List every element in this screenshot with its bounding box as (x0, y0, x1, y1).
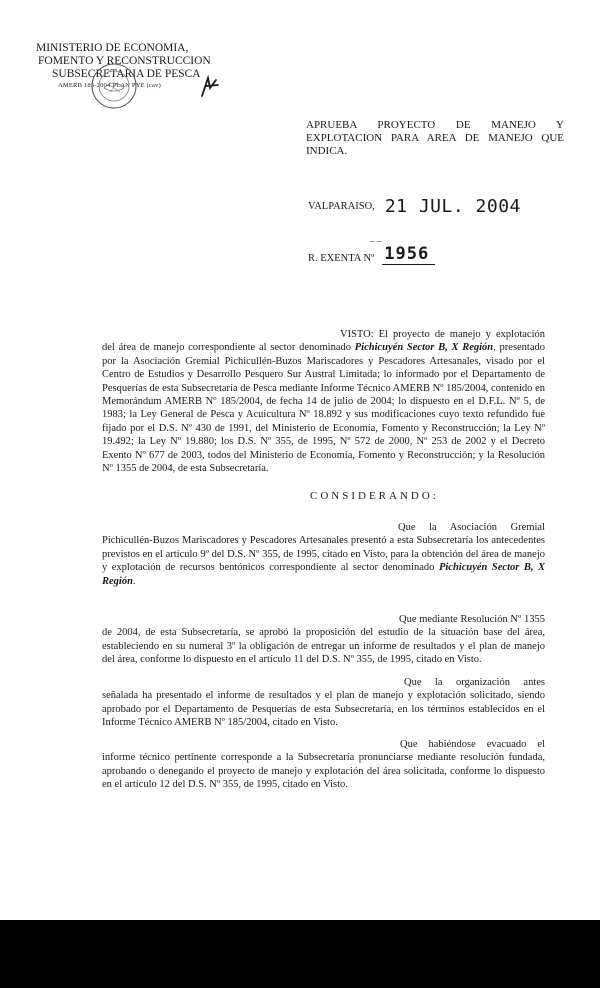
ministry-line-2: FOMENTO Y RECONSTRUCCION (38, 55, 211, 67)
c2-text: Que mediante Resolución Nº 1355 de 2004, de esta Subsecretaría, se aprobó la proposición del estudio de la situación base del área, estableciendo en su numeral 3º la obligación de entregar un informe de resultados y el plan de manejo del área, conforme lo dispuesto en el artículo 11 del D.S. Nº 355, de 1995, citado en Visto. (102, 614, 545, 666)
subsecretaria-line: SUBSECRETARIA DE PESCA (52, 68, 201, 80)
document-subject: APRUEBA PROYECTO DE MANEJO Y EXPLOTACION PARA AREA DE MANEJO QUE INDICA. (306, 119, 564, 157)
dash-marks: – – (370, 236, 382, 246)
c4-text: Que habiéndose evacuado el informe técnico pertinente corresponde a la Subsecretaría pronunciarse mediante resolución fundada, aprobando o denegando el proyecto de manejo y explotación del área solicitada, conforme lo dispuesto en el artículo 12 del D.S. Nº 355, de 1995, citado en Visto. (102, 739, 545, 791)
c3-text: Que la organización antes señalada ha presentado el informe de resultados y el plan de manejo y explotación solicitado, siendo aprobado por el Departamento de Pesquerías de esta Subsecretaría, en los términos establecidos en el Informe Técnico AMERB Nº 185/2004, citado en Visto. (102, 677, 545, 729)
visto-text-1: VISTO: El proyecto de manejo y explotación del área de manejo correspondiente al sector denominado (102, 329, 545, 354)
scan-border (0, 920, 600, 988)
handwritten-signature-icon (196, 74, 222, 100)
considerando-heading: CONSIDERANDO: (310, 490, 439, 502)
visto-text-2: , presentado por la Asociación Gremial Pichicullén-Buzos Mariscadores y Pescadores Artesanales, visado por el Centro de Estudios y Desarrollo Pesquero Sur Austral Limitada; lo informado por el Departamento de Pesquerías de esta Subsecretaría de Pesca mediante Informe Técnico AMERB Nº 185/2004, contenido en Memorándum AMERB Nº 185/2004, de fecha 14 de julio de 2004; lo dispuesto en el D.F.L. Nº 5, de 1983; la Ley General de Pesca y Acuicultura Nº 18.892 y sus modificaciones cuyo texto refundido fue fijado por el D.S. Nº 430 de 1991, del Ministerio de Economía, Fomento y Reconstrucción; la Ley Nº 19.492; la Ley Nº 19.880; los D.S. Nº 355, de 1995, Nº 572 de 2000, Nº 253 de 2002 y el Decreto Exento Nº 677 de 2003, todos del Ministerio de Economía, Fomento y Reconstrucción; y la Resolución Nº 1355 de 2004, de esta Subsecretaría. (102, 342, 546, 475)
considerando-paragraph-3 (102, 676, 545, 730)
c1-text-2: . (132, 575, 136, 587)
date-stamp: 21 JUL. 2004 (384, 196, 521, 217)
ministry-line: MINISTERIO DE ECONOMIA, (36, 42, 189, 54)
sector-name: Pichicuyén Sector B, X Región (354, 342, 494, 354)
file-reference: AMERB 185-2004 PLAN PYE (cav) (58, 82, 161, 89)
resolution-number-line (308, 236, 435, 264)
city-label: VALPARAISO, (308, 201, 375, 212)
considerando-paragraph-1 (102, 521, 545, 588)
sector-name: Pichicuyén Sector B, X Región (102, 562, 545, 587)
resolution-label: R. EXENTA Nº (308, 253, 375, 264)
c1-text-1: Que la Asociación Gremial Pichicullén-Buzos Mariscadores y Pescadores Artesanales presentó a esta Subsecretaría los antecedentes previstos en el artículo 9º del D.S. Nº 355, de 1995, citado en Visto, para la obtención del área de manejo y explotación de recursos bentónicos correspondiente al sector denominado (102, 522, 545, 574)
considerando-paragraph-4 (102, 738, 545, 792)
visto-paragraph (102, 328, 545, 475)
considerando-paragraph-2 (102, 613, 545, 667)
resolution-number: 1956 (382, 244, 435, 265)
official-seal-icon (90, 62, 138, 110)
place-and-date (308, 196, 521, 217)
